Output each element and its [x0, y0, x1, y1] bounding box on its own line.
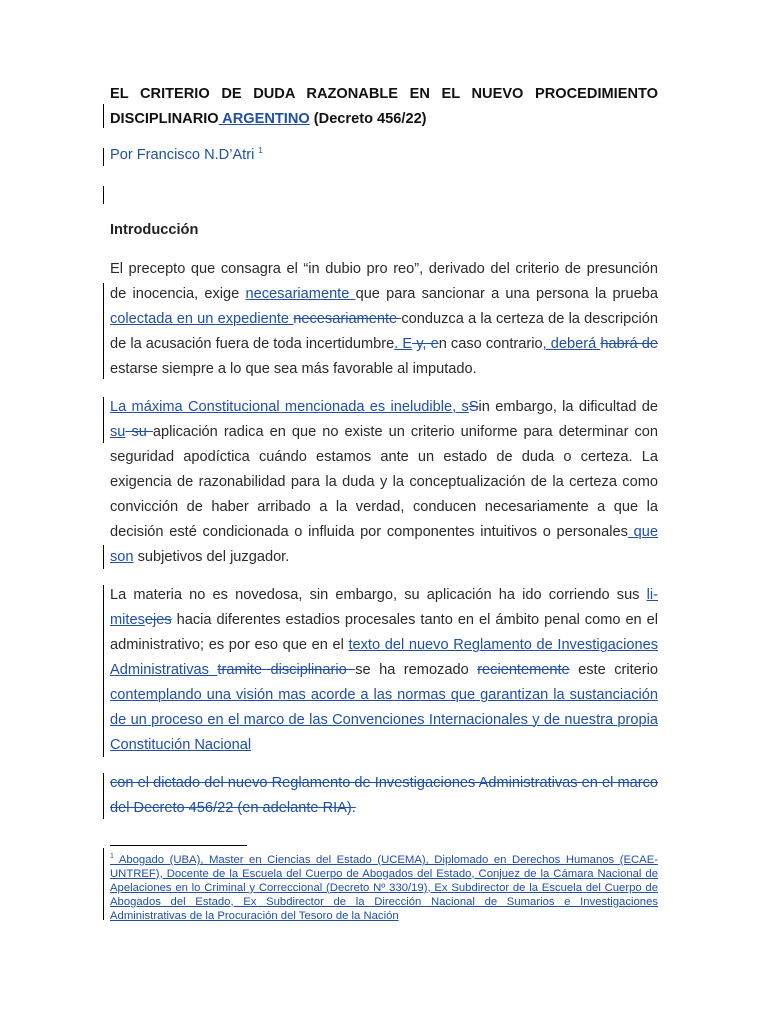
inserted-text: necesariamente: [245, 286, 356, 302]
deleted-text: recientemente: [477, 662, 570, 678]
text-run: que para sancionar a una persona la prueba: [355, 286, 658, 302]
change-bar: [103, 104, 104, 128]
inserted-text: La máxima Constitucional mencionada es ineludible, s: [110, 399, 469, 415]
inserted-text: colectada en un expediente: [110, 311, 294, 327]
author-line: [110, 146, 263, 163]
text-run: estarse siempre a lo que sea más favorable al imputado.: [110, 361, 477, 377]
text-run: hacia diferentes estadios procesales tanto en el ámbito penal como en el administrativo; es por eso que en el: [110, 612, 658, 653]
change-bar: [103, 283, 104, 379]
deleted-text: con el dictado del nuevo Reglamento de Investigaciones Administrativas en el marco del Decreto 456/22 (en adelante RIA).: [110, 775, 658, 816]
document-title: [110, 82, 658, 132]
paragraph-1: [110, 257, 658, 382]
title-line-2: DISCIPLINARIO: [110, 111, 219, 127]
change-bar: [103, 545, 104, 569]
paragraph-4-deleted: [110, 771, 658, 821]
text-run: La materia no es novedosa, sin embargo, su aplicación ha ido corriendo sus: [110, 587, 647, 603]
text-run: se ha remozado: [355, 662, 478, 678]
paragraph-2: [110, 395, 658, 570]
inserted-text: , deberá: [542, 336, 601, 352]
text-run: in embargo, la dificultad de: [478, 399, 658, 415]
deleted-text: y, e: [412, 336, 439, 352]
section-heading: Introducción: [110, 222, 199, 238]
deleted-text: S: [468, 399, 479, 415]
deleted-text: habrá de: [600, 336, 658, 352]
footnote-reference[interactable]: 1: [258, 146, 263, 155]
deleted-text: necesariamente: [293, 311, 402, 327]
change-bar: [103, 773, 104, 819]
inserted-text: texto del nuevo Reglamento de Investigaciones Administrativas: [110, 637, 658, 678]
footnote-mark: 1: [110, 853, 114, 860]
footnote-separator: [110, 845, 247, 846]
change-bar: [103, 848, 104, 920]
text-run: aplicación radica en que no existe un criterio uniforme para determinar con seguridad apodíctica cuándo estamos ante un estado de duda o certeza. La exigencia de razonabilidad para la duda y la conceptualización de la certeza como convicción de haber arribado a la verdad, conducen necesariamente a que la decisión esté condicionada o influida por componentes intuitivos o personales: [110, 424, 659, 540]
footnote: [110, 850, 658, 923]
footnote-text: Abogado (UBA), Master en Ciencias del Estado (UCEMA), Diplomado en Derechos Humanos (ECAE-UNTREF), Docente de la Escuela del Cuerpo de Abogados del Estado, Conjuez de la Cámara Nacional de Apelaciones en lo Criminal y Correccional (Decreto Nº 330/19), Ex Subdirector de la Escuela del Cuerpo de Abogados del Estado, Ex Subdirector de la Dirección Nacional de Sumarios e Investigaciones Administrativas de la Procuración del Tesoro de la Nación: [110, 853, 658, 922]
change-bar: [103, 148, 104, 166]
text-run: conduzca a la certeza de la descripción de la acusación fuera de toda incertidumbre: [110, 311, 658, 352]
deleted-text: su: [125, 424, 153, 440]
change-bar: [103, 397, 104, 443]
inserted-text: ARGENTINO: [218, 111, 310, 127]
inserted-text: contemplando una visión mas acorde a las normas que garantizan la sustanciación de un proceso en el marco de las Convenciones Internacionales y de nuestra propia Constitución Nacional: [110, 687, 658, 753]
deleted-text: ejes: [144, 612, 172, 628]
inserted-text: que son: [110, 524, 659, 565]
change-bar: [103, 585, 104, 757]
author-name: Por Francisco N.D’Atri: [110, 146, 255, 163]
paragraph-3: [110, 583, 658, 758]
change-bar: [103, 186, 104, 204]
text-run: subjetivos del juzgador.: [133, 549, 290, 565]
text-run: El precepto que consagra el “in dubio pro reo”, derivado del criterio de presunción de inocencia, exige: [110, 261, 658, 302]
title-line-2-suffix: (Decreto 456/22): [309, 111, 427, 127]
title-line-1: EL CRITERIO DE DUDA RAZONABLE EN EL NUEVO PROCEDIMIENTO: [110, 86, 658, 102]
text-run: n caso contrario: [438, 336, 543, 352]
deleted-text: tramite disciplinario: [217, 662, 356, 678]
text-run: este criterio: [569, 662, 658, 678]
inserted-text: su: [110, 424, 126, 440]
inserted-text: limites: [110, 587, 658, 628]
inserted-text: . E: [394, 336, 413, 352]
